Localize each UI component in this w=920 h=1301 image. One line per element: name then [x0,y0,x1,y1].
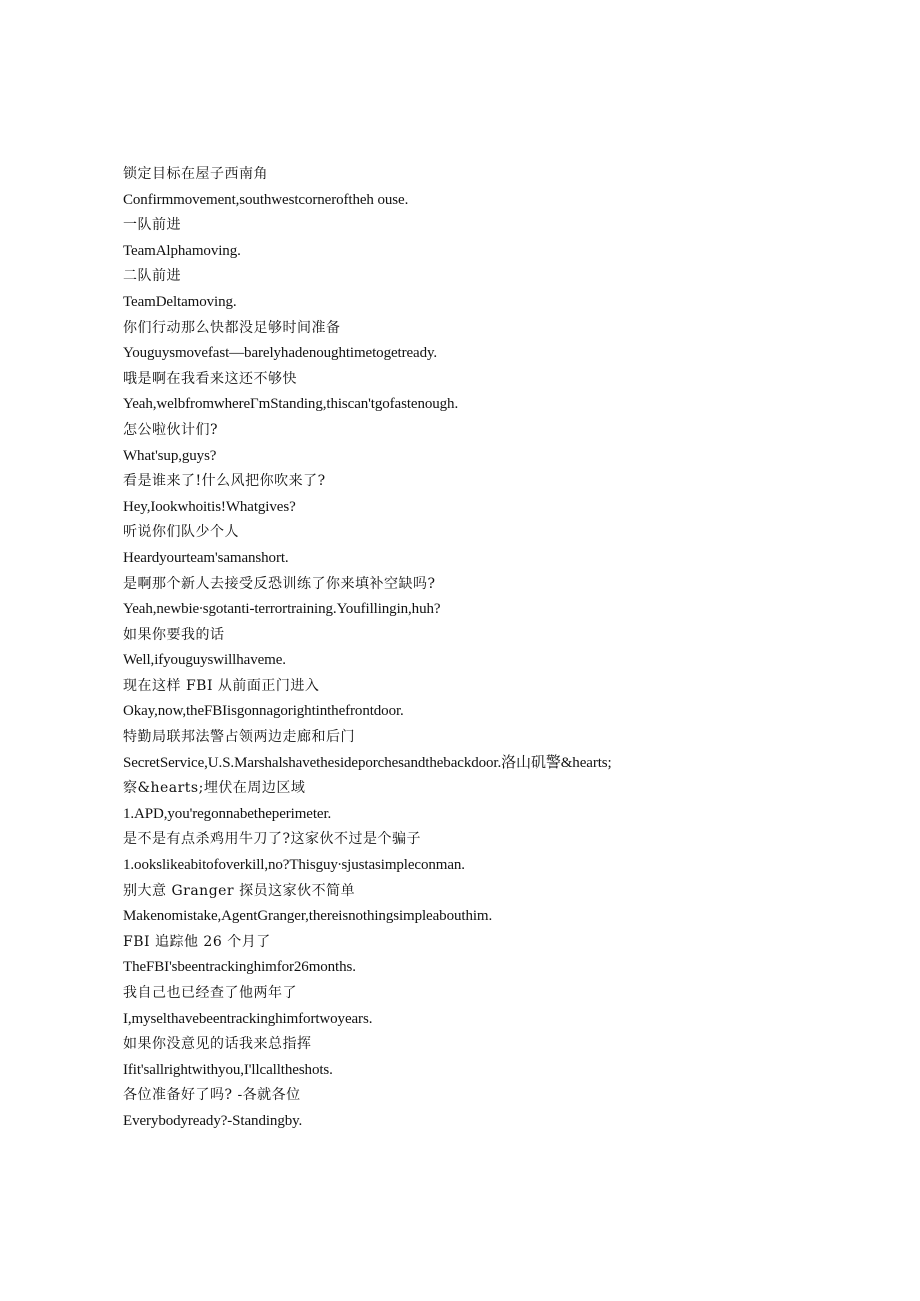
chinese-line: 锁定目标在屋子西南角 [123,166,268,182]
chinese-line: 二队前进 [123,268,181,285]
chinese-line: FBI 追踪他 26 个月了 [123,933,271,950]
english-line: Well,ifyouguyswillhaveme. [123,652,286,669]
english-line: Confirmmovement,southwestcorneroftheh ouse. [123,191,409,208]
english-line: Yeah,welbfromwhereΓmStanding,thiscan'tgofastenough. [123,396,459,413]
chinese-line: 是啊那个新人去接受反恐训练了你来填补空缺吗? [123,575,436,592]
english-line: 1.APD,you'regonnabetheperimeter. [123,805,332,822]
chinese-line: 现在这样 FBI 从前面正门进入 [123,677,320,694]
english-line: Ifit'sallrightwithyou,I'llcalltheshots. [123,1061,333,1078]
english-line: Okay,now,theFBIisgonnagorightinthefrontdoor. [123,703,404,720]
chinese-line: 各位准备好了吗? -各就各位 [123,1087,301,1104]
english-line: Everybodyready?-Standingby. [123,1112,303,1129]
english-line: What'sup,guys? [123,447,217,464]
chinese-line: 特勤局联邦法警占领两边走廊和后门 [123,729,355,746]
chinese-line: 你们行动那么快都没足够时间准备 [123,319,341,336]
english-line: Heardyourteam'samanshort. [123,549,289,566]
english-line: TeamAlphamoving. [123,242,241,259]
chinese-line: 我自己也已经查了他两年了 [123,985,297,1001]
chinese-line: 察&hearts;埋伏在周边区域 [123,780,306,797]
chinese-line: 是不是有点杀鸡用牛刀了?这家伙不过是个骗子 [123,831,422,848]
english-line: I,myselthavebeentrackinghimfortwoyears. [123,1010,373,1027]
chinese-line: 如果你要我的话 [123,626,225,643]
chinese-line: 哦是啊在我看来这还不够快 [123,370,297,387]
chinese-line: 看是谁来了!什么风把你吹来了? [123,473,326,490]
english-line: Youguysmovefast—barelyhadenoughtimetogetready. [123,345,438,362]
english-line: Makenomistake,AgentGranger,thereisnothingsimpleabouthim. [123,908,493,925]
english-line: Yeah,newbie∙sgotanti-terrortraining.Youfillingin,huh? [123,601,441,618]
english-line: 1.ookslikeabitofoverkill,no?Thisguy∙sjustasimpleconman. [123,857,465,874]
chinese-line: 一队前进 [123,217,181,234]
english-line: SecretService,U.S.Marshalshavethesideporchesandthebackdoor.洛山矶警&hearts; [123,754,612,771]
english-line: Hey,Iookwhoitis!Whatgives? [123,498,296,515]
chinese-line: 怎公啦伙计们? [123,421,219,438]
english-line: TheFBI'sbeentrackinghimfor26months. [123,959,356,976]
chinese-line: 别大意 Granger 探员这家伙不简单 [123,882,356,899]
subtitle-lines [123,162,903,1135]
chinese-line: 听说你们队少个人 [123,524,239,541]
chinese-line: 如果你没意见的话我来总指挥 [123,1036,312,1053]
english-line: TeamDeltamoving. [123,293,237,310]
